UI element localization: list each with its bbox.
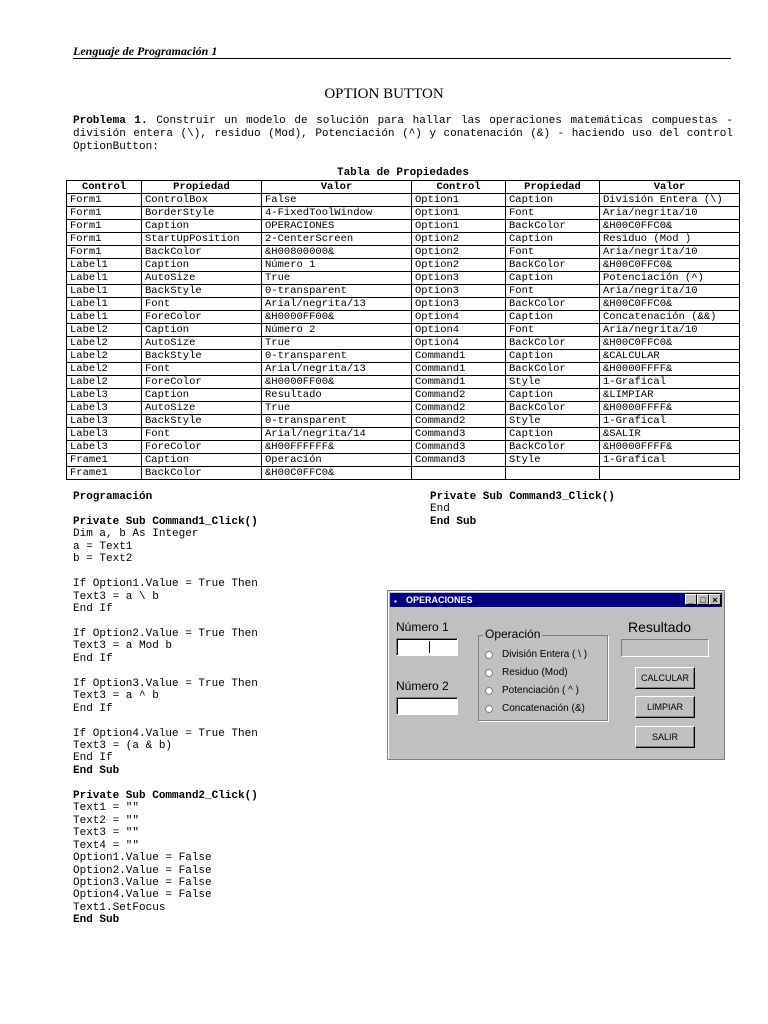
table-cell: &SALIR	[600, 428, 740, 441]
option-label: División Entera ( \ )	[502, 649, 588, 660]
radio-icon	[485, 651, 493, 659]
label-numero2: Número 2	[396, 679, 449, 693]
code-line: Private Sub Command2_Click()	[73, 789, 258, 802]
table-row	[67, 441, 740, 454]
table-cell: &H00C0FFC0&	[600, 220, 740, 233]
table-cell: Aria/negrita/10	[600, 207, 740, 220]
code-line: End Sub	[73, 764, 120, 777]
table-cell: True	[262, 337, 412, 350]
table-cell: Form1	[67, 194, 142, 207]
table-cell: Command2	[412, 402, 506, 415]
table-cell: Caption	[506, 350, 600, 363]
table-cell: Font	[142, 428, 262, 441]
code-line: End Sub	[73, 914, 120, 927]
operacion-frame	[478, 627, 608, 721]
table-cell: Font	[142, 363, 262, 376]
table-cell: Aria/negrita/10	[600, 246, 740, 259]
table-cell: Option1	[412, 220, 506, 233]
radio-icon	[485, 687, 493, 695]
code-line: If Option1.Value = True Then	[73, 578, 258, 591]
table-row	[67, 402, 740, 415]
table-cell: Label3	[67, 428, 142, 441]
table-cell: Label3	[67, 402, 142, 415]
column-header: Valor	[600, 181, 740, 194]
table-cell: Label2	[67, 337, 142, 350]
table-cell: Concatenación (&&)	[600, 311, 740, 324]
table-cell: Command3	[412, 454, 506, 467]
table-row	[67, 246, 740, 259]
table-cell: &H00C0FFC0&	[600, 337, 740, 350]
table-cell: Residuo (Mod )	[600, 233, 740, 246]
table-cell: Label2	[67, 376, 142, 389]
table-cell: Label1	[67, 259, 142, 272]
table-cell: Label3	[67, 389, 142, 402]
table-cell: Option3	[412, 285, 506, 298]
table-cell: 0-transparent	[262, 350, 412, 363]
table-cell: BackColor	[506, 259, 600, 272]
table-cell: Label1	[67, 311, 142, 324]
text1-input[interactable]	[396, 638, 458, 656]
table-cell: BackColor	[506, 220, 600, 233]
table-cell: Option4	[412, 324, 506, 337]
table-cell: &LIMPIAR	[600, 389, 740, 402]
code-line: If Option2.Value = True Then	[73, 627, 258, 640]
radio-icon	[485, 705, 493, 713]
table-cell: 0-transparent	[262, 415, 412, 428]
table-cell: Caption	[142, 324, 262, 337]
page-title: OPTION BUTTON	[324, 86, 444, 102]
column-header: Propiedad	[142, 181, 262, 194]
table-row	[67, 337, 740, 350]
table-cell: &H0000FFFF&	[600, 441, 740, 454]
table-row	[67, 194, 740, 207]
table-cell: &H00FFFFFF&	[262, 441, 412, 454]
table-cell: Option4	[412, 311, 506, 324]
code-line: End If	[73, 702, 113, 715]
table-cell: Arial/negrita/13	[262, 363, 412, 376]
calcular-button[interactable]: CALCULAR	[635, 667, 695, 689]
table-cell: True	[262, 272, 412, 285]
code-line: Text3 = a \ b	[73, 590, 159, 603]
table-cell: Label2	[67, 363, 142, 376]
table-row	[67, 389, 740, 402]
table-cell: &H00C0FFC0&	[600, 259, 740, 272]
limpiar-button[interactable]: LIMPIAR	[635, 696, 695, 718]
table-cell: Caption	[142, 454, 262, 467]
table-cell: Arial/negrita/14	[262, 428, 412, 441]
option-label: Potenciación ( ^ )	[502, 685, 579, 696]
table-cell: Command2	[412, 389, 506, 402]
table-cell: BackStyle	[142, 415, 262, 428]
table-cell: Aria/negrita/10	[600, 285, 740, 298]
table-cell: Font	[506, 324, 600, 337]
code-line: Text3 = a ^ b	[73, 690, 159, 703]
table-cell: Frame1	[67, 467, 142, 480]
code-line	[73, 665, 258, 677]
table-row	[67, 324, 740, 337]
option-concatenacion[interactable]	[485, 703, 585, 714]
table-cell: BackColor	[506, 363, 600, 376]
code-line: Private Sub Command3_Click()	[430, 491, 615, 503]
table-cell: Operación	[262, 454, 412, 467]
table-cell: 1-Grafical	[600, 454, 740, 467]
code-line: Text3 = (a & b)	[73, 739, 173, 752]
table-cell: Potenciación (^)	[600, 272, 740, 285]
code-line: Dim a, b As Integer	[73, 528, 199, 541]
code-line	[73, 715, 258, 727]
problem-statement	[73, 115, 733, 154]
table-cell: Option1	[412, 207, 506, 220]
table-cell: Frame1	[67, 454, 142, 467]
code-line: Option2.Value = False	[73, 864, 212, 877]
code-line: End	[430, 503, 450, 516]
code-line	[73, 616, 258, 628]
window-titlebar	[390, 593, 722, 607]
table-row	[67, 220, 740, 233]
table-cell: Command2	[412, 415, 506, 428]
code-line: End If	[73, 603, 113, 616]
table-cell: Form1	[67, 246, 142, 259]
option-label: Residuo (Mod)	[502, 667, 568, 678]
table-cell: 4-FixedToolWindow	[262, 207, 412, 220]
radio-icon	[485, 669, 493, 677]
code-line	[73, 777, 258, 789]
table-cell: &H0000FF00&	[262, 376, 412, 389]
window-title: OPERACIONES	[406, 595, 473, 605]
table-cell: Label1	[67, 298, 142, 311]
table-cell: Label2	[67, 324, 142, 337]
code-line	[73, 566, 258, 578]
table-cell: Option4	[412, 337, 506, 350]
table-cell: BorderStyle	[142, 207, 262, 220]
table-cell: 0-transparent	[262, 285, 412, 298]
table-body	[67, 194, 740, 480]
table-cell: División Entera (\)	[600, 194, 740, 207]
table-cell: True	[262, 402, 412, 415]
code-line: Option3.Value = False	[73, 876, 212, 889]
table-row	[67, 428, 740, 441]
table-row	[67, 298, 740, 311]
table-cell: &H00C0FFC0&	[600, 298, 740, 311]
code-line: Private Sub Command1_Click()	[73, 515, 258, 528]
table-row	[67, 233, 740, 246]
code-line: a = Text1	[73, 540, 133, 553]
table-cell: Caption	[506, 428, 600, 441]
table-row	[67, 311, 740, 324]
table-cell: &CALCULAR	[600, 350, 740, 363]
code-line: Option4.Value = False	[73, 889, 212, 902]
table-cell: Option3	[412, 272, 506, 285]
table-cell: Label3	[67, 441, 142, 454]
code-block-right	[430, 491, 615, 528]
table-cell: ForeColor	[142, 376, 262, 389]
table-cell: ForeColor	[142, 311, 262, 324]
frame-caption: Operación	[485, 627, 541, 641]
table-caption: Tabla de Propiedades	[336, 167, 470, 179]
table-cell: Arial/negrita/13	[262, 298, 412, 311]
table-cell: Label2	[67, 350, 142, 363]
table-cell: Caption	[142, 259, 262, 272]
table-row	[67, 350, 740, 363]
table-cell	[506, 467, 600, 480]
minimize-button[interactable]: _	[685, 594, 697, 605]
table-cell: &H00C0FFC0&	[262, 467, 412, 480]
table-cell: Resultado	[262, 389, 412, 402]
table-cell: Style	[506, 454, 600, 467]
code-line: End Sub	[430, 515, 477, 528]
code-line: End If	[73, 752, 113, 765]
table-cell: Aria/negrita/10	[600, 324, 740, 337]
window-icon: ▪	[394, 597, 397, 606]
table-cell: Option3	[412, 298, 506, 311]
table-cell: Número 1	[262, 259, 412, 272]
code-line: End If	[73, 652, 113, 665]
table-cell: Número 2	[262, 324, 412, 337]
table-cell: OPERACIONES	[262, 220, 412, 233]
table-cell: Caption	[506, 311, 600, 324]
table-row	[67, 376, 740, 389]
table-cell: BackColor	[506, 402, 600, 415]
column-header: Propiedad	[506, 181, 600, 194]
table-row	[67, 415, 740, 428]
table-cell: &H00800000&	[262, 246, 412, 259]
problem-text: Construir un modelo de solución para hallar las operaciones matemáticas compuestas - división entera (\), residuo (Mod), Potenciación (^) y conatenación (&) - haciendo uso del control OptionButton:	[73, 115, 733, 153]
table-cell: Font	[506, 207, 600, 220]
table-cell: Option2	[412, 233, 506, 246]
table-cell: &H0000FFFF&	[600, 363, 740, 376]
code-line: Text4 = ""	[73, 839, 140, 852]
code-line: Text3 = a Mod b	[73, 640, 173, 653]
table-cell: Caption	[142, 389, 262, 402]
option-residuo[interactable]	[485, 667, 568, 678]
text2-input[interactable]	[396, 697, 458, 715]
table-cell: StartUpPosition	[142, 233, 262, 246]
table-cell: 2-CenterScreen	[262, 233, 412, 246]
table-cell: 1-Grafical	[600, 376, 740, 389]
maximize-button[interactable]: □	[697, 594, 709, 605]
table-cell: Caption	[506, 233, 600, 246]
table-cell: BackStyle	[142, 350, 262, 363]
table-cell: Form1	[67, 220, 142, 233]
code-line: Option1.Value = False	[73, 852, 212, 865]
table-row	[67, 454, 740, 467]
table-cell: Command1	[412, 350, 506, 363]
table-cell: AutoSize	[142, 402, 262, 415]
table-cell: BackColor	[142, 467, 262, 480]
table-cell: Style	[506, 376, 600, 389]
table-cell: Style	[506, 415, 600, 428]
option-potenciacion[interactable]	[485, 685, 579, 696]
table-row	[67, 272, 740, 285]
table-cell: 1-Grafical	[600, 415, 740, 428]
table-cell: AutoSize	[142, 272, 262, 285]
table-cell	[412, 467, 506, 480]
option-division[interactable]	[485, 649, 587, 660]
table-cell: Command3	[412, 428, 506, 441]
table-cell: False	[262, 194, 412, 207]
table-cell: Caption	[506, 194, 600, 207]
table-cell: Form1	[67, 233, 142, 246]
table-row	[67, 207, 740, 220]
table-cell: Caption	[506, 272, 600, 285]
code-line	[73, 503, 258, 515]
column-header: Valor	[262, 181, 412, 194]
table-cell: Label1	[67, 272, 142, 285]
table-row	[67, 363, 740, 376]
table-cell: Label1	[67, 285, 142, 298]
table-cell: BackStyle	[142, 285, 262, 298]
header-rule	[73, 58, 731, 59]
code-block-left	[73, 491, 258, 927]
close-button[interactable]: ×	[709, 594, 721, 605]
code-line: If Option4.Value = True Then	[73, 727, 258, 740]
code-line: If Option3.Value = True Then	[73, 677, 258, 690]
table-cell: Command3	[412, 441, 506, 454]
table-cell: Font	[506, 285, 600, 298]
properties-table	[66, 180, 740, 480]
table-cell: &H0000FF00&	[262, 311, 412, 324]
label-resultado: Resultado	[628, 619, 692, 635]
column-header: Control	[67, 181, 142, 194]
text-caret	[429, 641, 430, 653]
table-cell: Option2	[412, 259, 506, 272]
table-cell: Caption	[506, 389, 600, 402]
table-cell: ControlBox	[142, 194, 262, 207]
table-cell: Font	[506, 246, 600, 259]
table-cell: BackColor	[506, 337, 600, 350]
code-line: b = Text2	[73, 553, 133, 566]
table-cell: BackColor	[506, 298, 600, 311]
table-cell: AutoSize	[142, 337, 262, 350]
table-cell: Font	[142, 298, 262, 311]
table-cell: Command1	[412, 376, 506, 389]
table-cell: &H0000FFFF&	[600, 402, 740, 415]
problem-label: Problema 1.	[73, 115, 148, 127]
label-numero1: Número 1	[396, 620, 449, 634]
code-line: Text1.SetFocus	[73, 901, 166, 914]
option-label: Concatenación (&)	[502, 703, 585, 714]
table-row	[67, 259, 740, 272]
page-header: Lenguaje de Programación 1	[73, 44, 218, 58]
table-row	[67, 467, 740, 480]
salir-button[interactable]: SALIR	[635, 726, 695, 748]
column-header: Control	[412, 181, 506, 194]
table-cell: Option2	[412, 246, 506, 259]
table-cell: Option1	[412, 194, 506, 207]
table-cell: BackColor	[506, 441, 600, 454]
result-output	[621, 639, 709, 657]
table-cell: ForeColor	[142, 441, 262, 454]
operaciones-window	[387, 590, 725, 760]
code-line: Programación	[73, 491, 153, 503]
table-header-row	[67, 181, 740, 194]
table-cell: Caption	[142, 220, 262, 233]
code-line: Text1 = ""	[73, 802, 140, 815]
table-cell	[600, 467, 740, 480]
table-cell: BackColor	[142, 246, 262, 259]
table-cell: Command1	[412, 363, 506, 376]
table-cell: Label3	[67, 415, 142, 428]
code-line: Text2 = ""	[73, 814, 140, 827]
table-row	[67, 285, 740, 298]
table-cell: Form1	[67, 207, 142, 220]
code-line: Text3 = ""	[73, 827, 140, 840]
